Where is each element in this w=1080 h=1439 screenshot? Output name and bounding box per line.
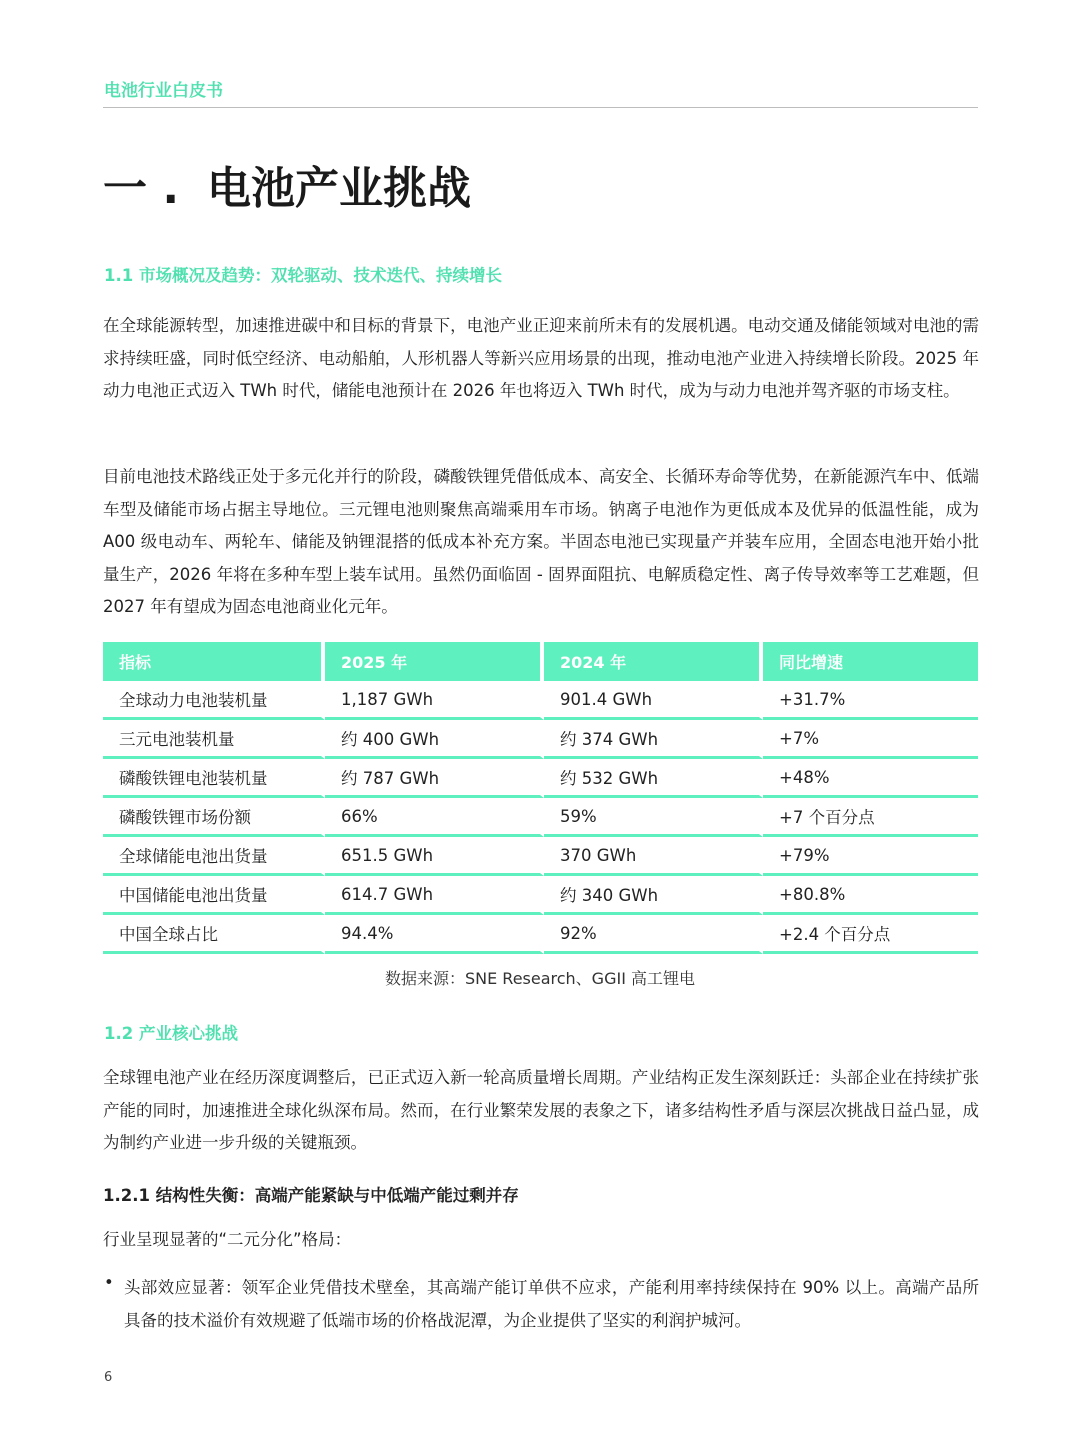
- table-row: [103, 759, 978, 798]
- table-header-cell: 2025 年: [325, 642, 544, 681]
- table-cell: +7%: [763, 720, 978, 759]
- table-cell: 614.7 GWh: [325, 876, 544, 915]
- table-cell: 磷酸铁锂电池装机量: [103, 759, 325, 798]
- table-cell: 94.4%: [325, 915, 544, 954]
- paragraph-market-overview: 在全球能源转型，加速推进碳中和目标的背景下，电池产业正迎来前所未有的发展机遇。电动交通及储能领域对电池的需求持续旺盛，同时低空经济、电动船舶，人形机器人等新兴应用场景的出现，推动电池产业进入持续增长阶段。2025 年动力电池正式迈入 TWh 时代，储能电池预计在 2026 年也将迈入 TWh 时代，成为与动力电池并驾齐驱的市场支柱。: [103, 316, 979, 400]
- table-header-cell: 2024 年: [544, 642, 763, 681]
- subheading-1-2-1: 1.2.1 结构性失衡：高端产能紧缺与中低端产能过剩并存: [103, 1186, 519, 1205]
- table-header-cell: 同比增速: [763, 642, 978, 681]
- table-cell: +48%: [763, 759, 978, 798]
- table-cell: 59%: [544, 798, 763, 837]
- table-row: [103, 681, 978, 720]
- chapter-title-text: 电池产业挑战: [207, 163, 471, 214]
- table-cell: 约 787 GWh: [325, 759, 544, 798]
- table-cell: +7 个百分点: [763, 798, 978, 837]
- paragraph-core-challenges: 全球锂电池产业在经历深度调整后，已正式迈入新一轮高质量增长周期。产业结构正发生深刻跃迁：头部企业在持续扩张产能的同时，加速推进全球化纵深布局。然而，在行业繁荣发展的表象之下，诸多结构性矛盾与深层次挑战日益凸显，成为制约产业进一步升级的关键瓶颈。: [103, 1068, 979, 1152]
- table-cell: 约 374 GWh: [544, 720, 763, 759]
- table-cell: 全球动力电池装机量: [103, 681, 325, 720]
- header-divider: [103, 107, 978, 108]
- table-row: [103, 720, 978, 759]
- chapter-number: 一 .: [103, 163, 180, 214]
- table-cell: 1,187 GWh: [325, 681, 544, 720]
- table-row: [103, 798, 978, 837]
- table-cell: +80.8%: [763, 876, 978, 915]
- table-cell: 约 400 GWh: [325, 720, 544, 759]
- table-cell: 370 GWh: [544, 837, 763, 876]
- table-cell: +79%: [763, 837, 978, 876]
- page-number: 6: [104, 1370, 113, 1385]
- table-cell: 92%: [544, 915, 763, 954]
- table-header-row: [103, 642, 978, 681]
- table-cell: 磷酸铁锂市场份额: [103, 798, 325, 837]
- table-header-cell: 指标: [103, 642, 325, 681]
- section-heading-1-2: 1.2 产业核心挑战: [104, 1024, 238, 1043]
- table-cell: 约 340 GWh: [544, 876, 763, 915]
- chapter-title: [103, 152, 471, 216]
- table-cell: 中国储能电池出货量: [103, 876, 325, 915]
- table-source-note: 数据来源：SNE Research、GGII 高工锂电: [384, 969, 696, 988]
- table-cell: +31.7%: [763, 681, 978, 720]
- bullet-item: 头部效应显著：领军企业凭借技术壁垒，其高端产能订单供不应求，产能利用率持续保持在 90% 以上。高端产品所具备的技术溢价有效规避了低端市场的价格战泥潭，为企业提供了坚实的利润护城河。: [124, 1278, 979, 1330]
- table-cell: 全球储能电池出货量: [103, 837, 325, 876]
- table-row: [103, 876, 978, 915]
- table-cell: 三元电池装机量: [103, 720, 325, 759]
- table-cell: 中国全球占比: [103, 915, 325, 954]
- battery-data-table: [103, 642, 978, 954]
- paragraph-technology-routes: 目前电池技术路线正处于多元化并行的阶段，磷酸铁锂凭借低成本、高安全、长循环寿命等优势，在新能源汽车中、低端车型及储能市场占据主导地位。三元锂电池则聚焦高端乘用车市场。钠离子电池作为更低成本及优异的低温性能，成为 A00 级电动车、两轮车、储能及钠锂混搭的低成本补充方案。半固态电池已实现量产并装车应用，全固态电池开始小批量生产，2026 年将在多种车型上装车试用。虽然仍面临固 - 固界面阻抗、电解质稳定性、离子传导效率等工艺难题，但 2027 年有望成为固态电池商业化元年。: [103, 467, 979, 616]
- table-cell: 约 532 GWh: [544, 759, 763, 798]
- table-cell: +2.4 个百分点: [763, 915, 978, 954]
- bullet-marker: •: [104, 1273, 114, 1292]
- table-row: [103, 837, 978, 876]
- section-heading-1-1: 1.1 市场概况及趋势：双轮驱动、技术迭代、持续增长: [104, 266, 502, 285]
- table-row: [103, 915, 978, 954]
- running-header: 电池行业白皮书: [104, 81, 223, 101]
- table-cell: 651.5 GWh: [325, 837, 544, 876]
- table-cell: 66%: [325, 798, 544, 837]
- paragraph-intro: 行业呈现显著的“二元分化”格局：: [103, 1230, 352, 1249]
- table-cell: 901.4 GWh: [544, 681, 763, 720]
